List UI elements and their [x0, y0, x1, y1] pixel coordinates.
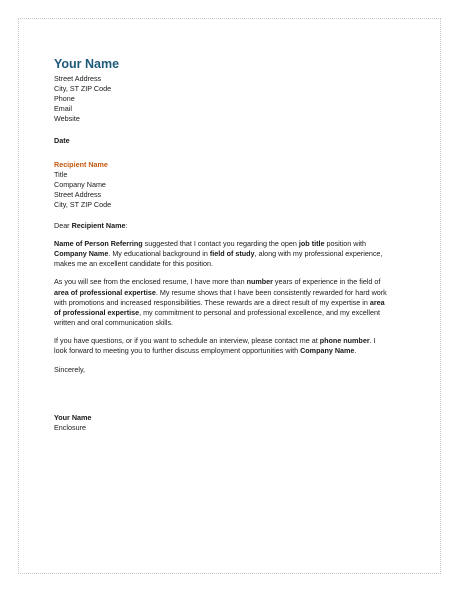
paragraph-line: [54, 288, 414, 298]
sender-address-block: [54, 74, 414, 124]
recipient-city[interactable]: City, ST ZIP Code: [54, 199, 112, 209]
complimentary-close[interactable]: Sincerely,: [54, 365, 86, 375]
letter-body: [54, 57, 414, 433]
paragraph-line: [54, 239, 414, 249]
sender-website[interactable]: Website: [54, 114, 80, 124]
company-name[interactable]: Company Name: [54, 249, 109, 259]
text-run: with promotions and increased responsibilities. These rewards are a direct result of my expertise in: [54, 297, 370, 307]
text-run: . My educational background in: [108, 249, 210, 259]
referrer-name[interactable]: Name of Person Referring: [54, 239, 143, 249]
recipient-company[interactable]: Company Name: [54, 179, 106, 189]
text-run: If you have questions, or if you want to schedule an interview, please contact me at: [54, 335, 320, 345]
text-run: position with: [324, 239, 367, 249]
text-run: suggested that I contact you regarding the open: [142, 239, 299, 249]
text-run: , my commitment to personal and professional excellence, and my excellent: [139, 307, 380, 317]
sender-city[interactable]: City, ST ZIP Code: [54, 84, 112, 94]
letter-date[interactable]: Date: [54, 136, 70, 146]
salutation-recipient[interactable]: Recipient Name: [71, 221, 126, 231]
salutation-prefix: Dear: [54, 221, 72, 231]
recipient-street[interactable]: Street Address: [54, 189, 102, 199]
text-run: . My resume shows that I have been consistently rewarded for hard work: [155, 287, 387, 297]
years-number[interactable]: number: [246, 277, 273, 287]
text-run: , along with my professional experience,: [254, 249, 383, 259]
paragraph-line: makes me an excellent candidate for this position.: [54, 259, 214, 269]
text-run: . I: [369, 335, 376, 345]
job-title[interactable]: job title: [298, 239, 325, 249]
paragraph-line: [54, 308, 414, 318]
company-name[interactable]: Company Name: [300, 345, 355, 355]
signature-name[interactable]: Your Name: [54, 413, 92, 423]
document-page: [18, 18, 441, 574]
salutation: [54, 221, 414, 231]
paragraph-referral: [54, 239, 414, 269]
sender-email[interactable]: Email: [54, 104, 72, 114]
sender-street[interactable]: Street Address: [54, 74, 102, 83]
text-run: As you will see from the enclosed resume, I have more than: [54, 277, 247, 287]
sender-name[interactable]: Your Name: [54, 57, 120, 71]
paragraph-line: [54, 336, 414, 346]
expertise-area[interactable]: area: [369, 297, 385, 307]
enclosure-line[interactable]: Enclosure: [54, 423, 86, 433]
paragraph-line: [54, 346, 414, 356]
paragraph-experience: [54, 277, 414, 327]
text-run: years of experience in the field of: [272, 277, 381, 287]
field-of-study[interactable]: field of study: [209, 249, 255, 259]
phone-number[interactable]: phone number: [319, 335, 370, 345]
paragraph-contact: [54, 336, 414, 356]
paragraph-line: written and oral communication skills.: [54, 317, 174, 327]
text-run: look forward to meeting you to further discuss employment opportunities with: [54, 345, 301, 355]
sender-phone[interactable]: Phone: [54, 94, 75, 104]
paragraph-line: [54, 298, 414, 308]
recipient-address-block: [54, 170, 414, 210]
paragraph-line: [54, 277, 414, 287]
text-run: .: [354, 345, 357, 355]
recipient-name[interactable]: Recipient Name: [54, 159, 108, 169]
paragraph-line: [54, 249, 414, 259]
expertise-area[interactable]: of professional expertise: [54, 307, 140, 317]
salutation-suffix: :: [125, 221, 128, 231]
recipient-title[interactable]: Title: [54, 169, 68, 179]
expertise-area[interactable]: area of professional expertise: [54, 287, 156, 297]
